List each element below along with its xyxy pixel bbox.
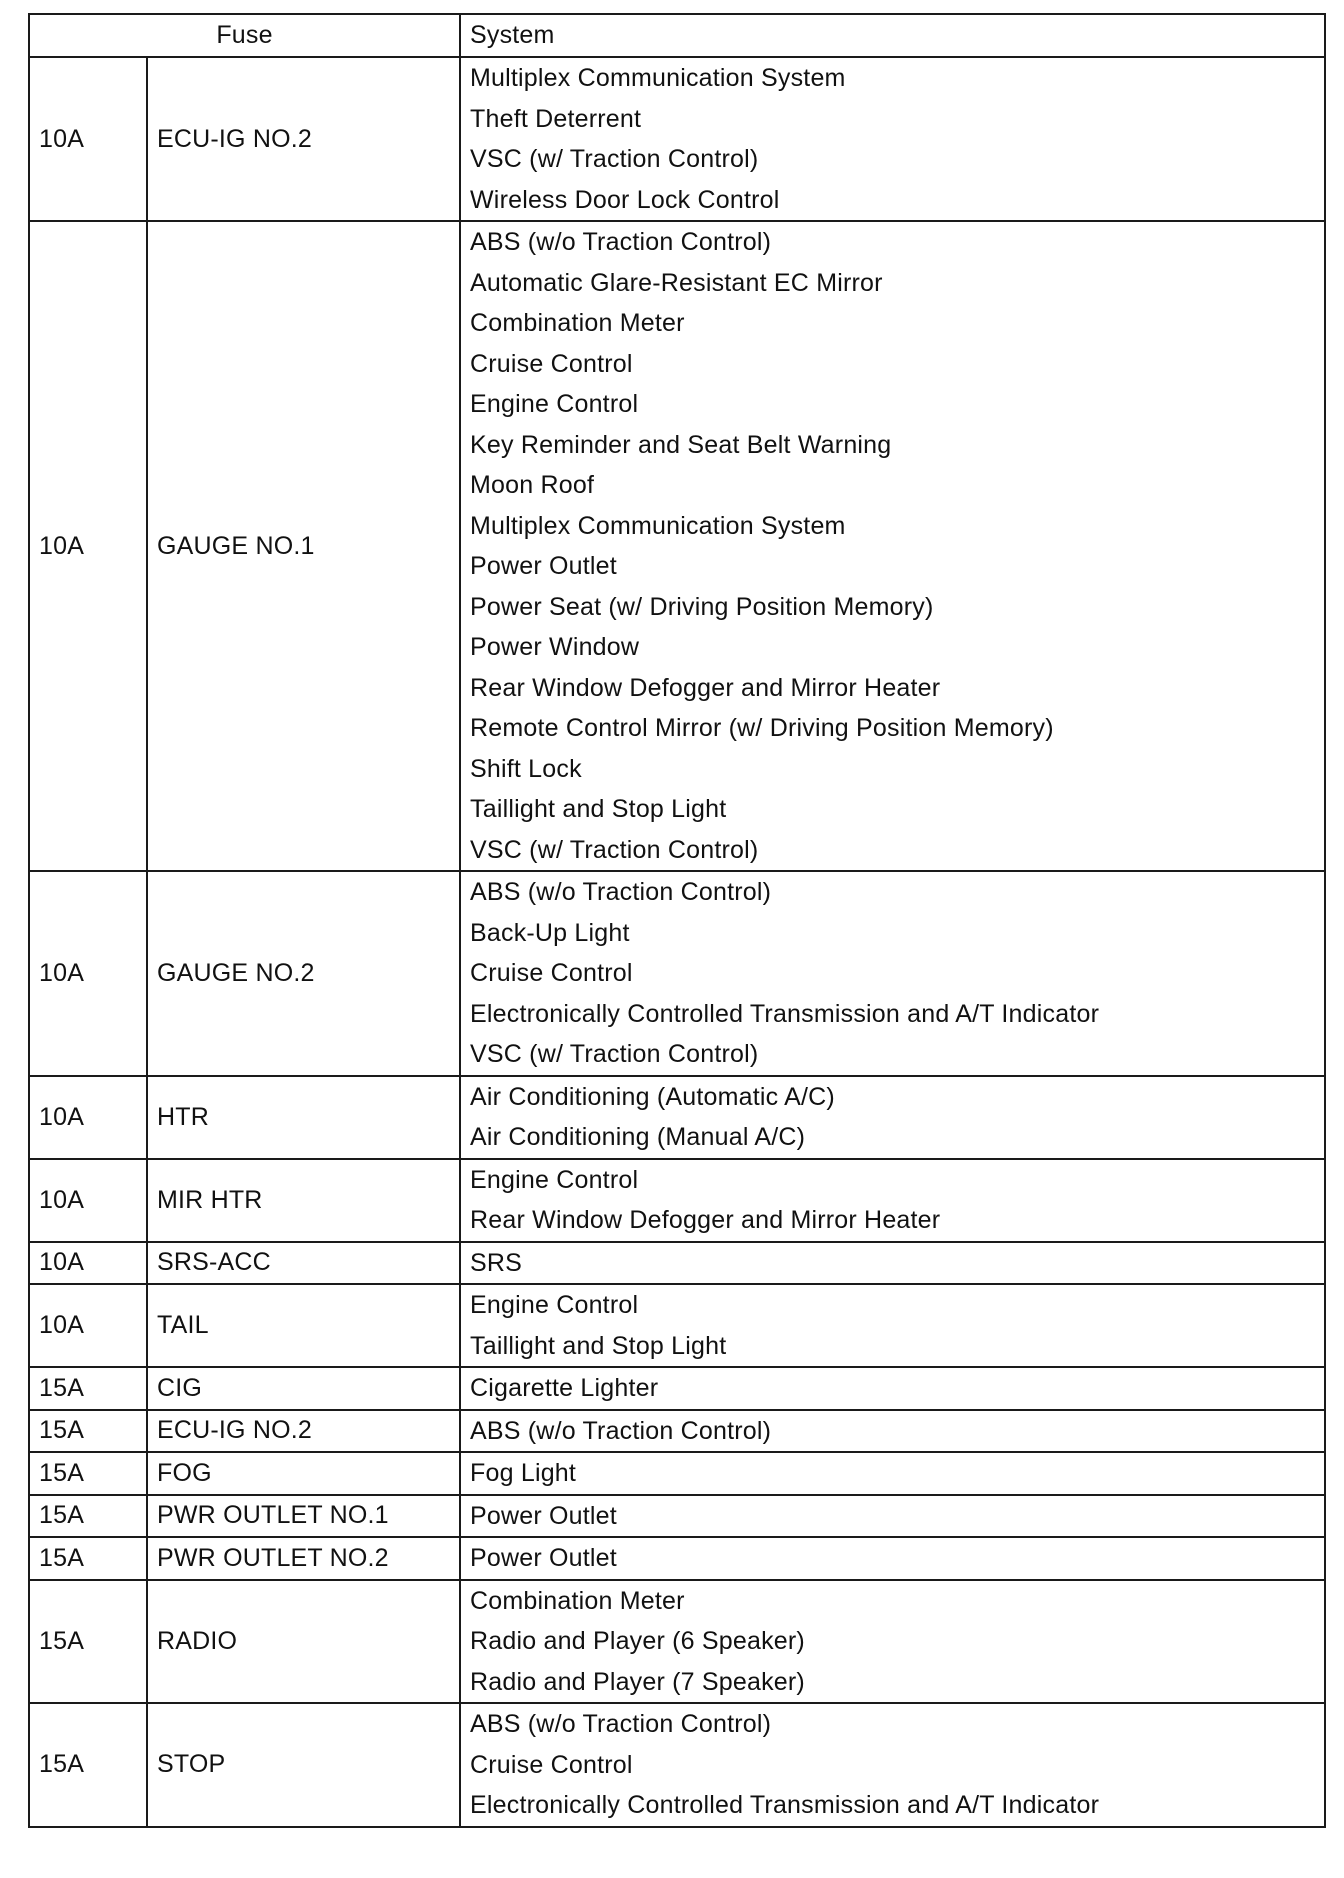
- system-item: VSC (w/ Traction Control): [470, 835, 759, 864]
- system-item: VSC (w/ Traction Control): [470, 1040, 759, 1068]
- fuse-name: ECU-IG NO.2: [147, 1410, 460, 1453]
- table-row: [29, 221, 1325, 871]
- system-list: [460, 57, 1325, 221]
- system-item: ABS (w/o Traction Control): [470, 1416, 772, 1445]
- system-item: Multiplex Communication System: [470, 64, 846, 92]
- system-item: Radio and Player (7 Speaker): [470, 1667, 805, 1696]
- system-list: [460, 1495, 1325, 1538]
- system-item: Electronically Controlled Transmission and A/T Indicator: [470, 999, 1100, 1028]
- fuse-name: CIG: [147, 1367, 460, 1410]
- fuse-amperage: 15A: [29, 1452, 147, 1495]
- system-item: ABS (w/o Traction Control): [470, 1710, 772, 1738]
- system-item: Moon Roof: [470, 471, 595, 499]
- system-item: Remote Control Mirror (w/ Driving Position Memory): [470, 714, 1054, 742]
- system-item: Fog Light: [470, 1459, 577, 1487]
- system-item: Engine Control: [470, 390, 639, 418]
- fuse-amperage: 10A: [29, 57, 147, 221]
- fuse-table-sheet: [28, 13, 1326, 1828]
- fuse-amperage: 10A: [29, 221, 147, 871]
- table-body: [29, 57, 1325, 1827]
- fuse-amperage: 15A: [29, 1410, 147, 1453]
- fuse-amperage: 15A: [29, 1537, 147, 1580]
- system-list: [460, 1580, 1325, 1704]
- system-list: [460, 221, 1325, 871]
- fuse-name: SRS-ACC: [147, 1242, 460, 1285]
- fuse-amperage: 10A: [29, 871, 147, 1076]
- table-row: [29, 1076, 1325, 1159]
- system-list: [460, 1537, 1325, 1580]
- system-list: [460, 1076, 1325, 1159]
- system-item: Theft Deterrent: [470, 104, 642, 133]
- system-item: Cruise Control: [470, 959, 633, 987]
- system-list: [460, 1410, 1325, 1453]
- system-item: Power Outlet: [470, 1501, 617, 1530]
- table-row: [29, 1242, 1325, 1285]
- table-row: [29, 57, 1325, 221]
- table-row: [29, 1495, 1325, 1538]
- system-item: Automatic Glare-Resistant EC Mirror: [470, 268, 883, 297]
- fuse-amperage: 15A: [29, 1703, 147, 1827]
- system-item: Power Outlet: [470, 1544, 617, 1572]
- system-item: Radio and Player (6 Speaker): [470, 1627, 805, 1655]
- system-item: Combination Meter: [470, 1586, 685, 1615]
- system-item: Engine Control: [470, 1165, 639, 1194]
- system-item: Combination Meter: [470, 309, 685, 337]
- fuse-name: MIR HTR: [147, 1159, 460, 1242]
- table-row: [29, 1159, 1325, 1242]
- system-list: [460, 1242, 1325, 1285]
- system-item: Power Outlet: [470, 552, 617, 580]
- fuse-amperage: 10A: [29, 1284, 147, 1367]
- system-item: Cigarette Lighter: [470, 1374, 659, 1402]
- fuse-amperage: 10A: [29, 1076, 147, 1159]
- system-item: Air Conditioning (Automatic A/C): [470, 1082, 835, 1111]
- fuse-system-table: [28, 13, 1326, 1828]
- fuse-name: HTR: [147, 1076, 460, 1159]
- system-item: Rear Window Defogger and Mirror Heater: [470, 673, 941, 702]
- system-item: ABS (w/o Traction Control): [470, 228, 772, 256]
- fuse-name: FOG: [147, 1452, 460, 1495]
- system-column-header: System: [460, 14, 1325, 57]
- fuse-name: STOP: [147, 1703, 460, 1827]
- system-list: [460, 1367, 1325, 1410]
- system-item: Power Seat (w/ Driving Position Memory): [470, 592, 934, 621]
- system-item: Engine Control: [470, 1291, 639, 1319]
- system-item: Electronically Controlled Transmission and A/T Indicator: [470, 1791, 1100, 1819]
- system-item: SRS: [470, 1248, 523, 1277]
- table-row: [29, 1284, 1325, 1367]
- fuse-name: GAUGE NO.2: [147, 871, 460, 1076]
- system-item: Shift Lock: [470, 754, 582, 783]
- system-list: [460, 1703, 1325, 1827]
- system-item: Back-Up Light: [470, 918, 630, 947]
- system-item: Wireless Door Lock Control: [470, 185, 780, 214]
- fuse-name: GAUGE NO.1: [147, 221, 460, 871]
- system-item: Cruise Control: [470, 1750, 633, 1779]
- fuse-amperage: 10A: [29, 1159, 147, 1242]
- table-header-row: [29, 14, 1325, 57]
- fuse-name: PWR OUTLET NO.2: [147, 1537, 460, 1580]
- table-row: [29, 1580, 1325, 1704]
- system-item: Multiplex Communication System: [470, 511, 846, 540]
- system-list: [460, 1284, 1325, 1367]
- system-item: VSC (w/ Traction Control): [470, 145, 759, 173]
- fuse-amperage: 15A: [29, 1580, 147, 1704]
- system-list: [460, 1452, 1325, 1495]
- fuse-amperage: 15A: [29, 1495, 147, 1538]
- system-item: Key Reminder and Seat Belt Warning: [470, 430, 892, 459]
- fuse-amperage: 15A: [29, 1367, 147, 1410]
- system-item: Taillight and Stop Light: [470, 795, 727, 823]
- table-row: [29, 1537, 1325, 1580]
- table-row: [29, 1703, 1325, 1827]
- system-item: ABS (w/o Traction Control): [470, 878, 772, 906]
- system-list: [460, 1159, 1325, 1242]
- fuse-amperage: 10A: [29, 1242, 147, 1285]
- fuse-name: RADIO: [147, 1580, 460, 1704]
- system-item: Cruise Control: [470, 349, 633, 378]
- table-row: [29, 1410, 1325, 1453]
- system-item: Taillight and Stop Light: [470, 1331, 727, 1360]
- fuse-column-header: Fuse: [29, 14, 460, 57]
- system-list: [460, 871, 1325, 1076]
- system-item: Air Conditioning (Manual A/C): [470, 1123, 806, 1151]
- table-row: [29, 1452, 1325, 1495]
- table-row: [29, 1367, 1325, 1410]
- table-row: [29, 871, 1325, 1076]
- system-item: Rear Window Defogger and Mirror Heater: [470, 1206, 941, 1234]
- fuse-name: TAIL: [147, 1284, 460, 1367]
- fuse-name: ECU-IG NO.2: [147, 57, 460, 221]
- fuse-name: PWR OUTLET NO.1: [147, 1495, 460, 1538]
- system-item: Power Window: [470, 633, 640, 661]
